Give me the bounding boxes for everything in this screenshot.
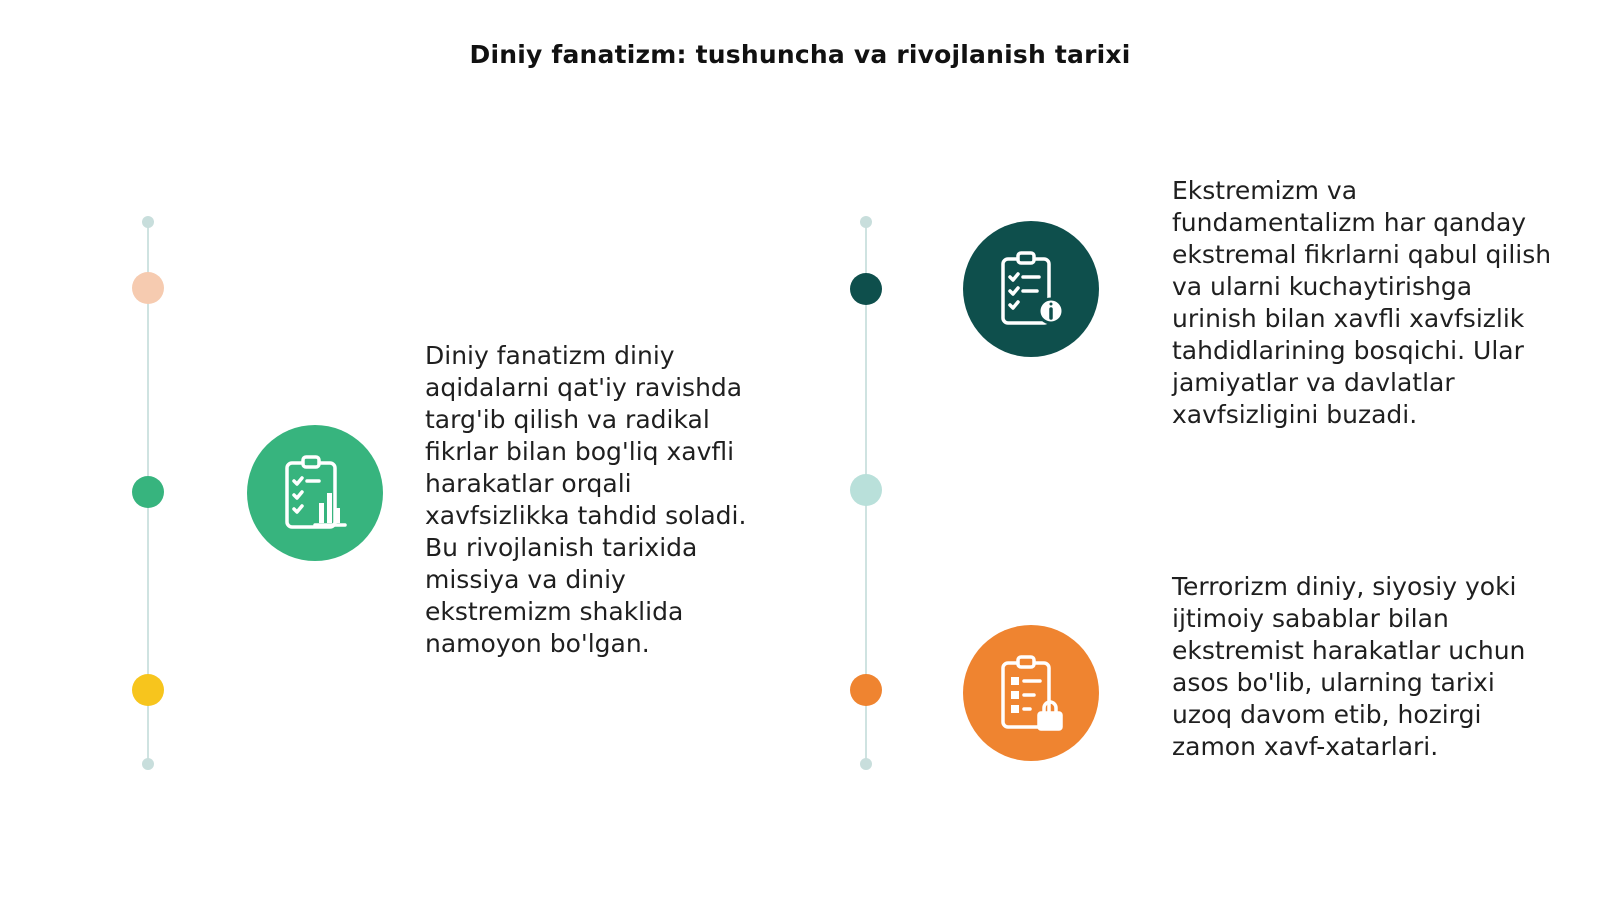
right-timeline-dot-orange bbox=[850, 674, 882, 706]
left-timeline-top-cap bbox=[142, 216, 154, 228]
clipboard-lock-icon bbox=[963, 625, 1099, 761]
right-timeline-bottom-cap bbox=[860, 758, 872, 770]
clipboard-chart-icon bbox=[247, 425, 383, 561]
right-timeline-dot-light-teal bbox=[850, 474, 882, 506]
item-2-text: Ekstremizm va fundamentalizm har qanday ekstremal fikrlarni qabul qilish va ularni kuchaytirishga urinish bilan xavfli xavfsizlik tahdidlarining bosqichi. Ular jamiyatlar va davlatlar xavfsizligini buzadi. bbox=[1172, 176, 1552, 429]
left-timeline-bottom-cap bbox=[142, 758, 154, 770]
page-title: Diniy fanatizm: tushuncha va rivojlanish tarixi bbox=[469, 40, 1131, 69]
clipboard-info-icon bbox=[963, 221, 1099, 357]
item-1-text: Diniy fanatizm diniy aqidalarni qat'iy ravishda targ'ib qilish va radikal fikrlar bilan bog'liq xavfli harakatlar orqali xavfsizlikka tahdid soladi. Bu rivojlanish tarixida missiya va diniy ekstremizm shaklida namoyon bo'lgan. bbox=[425, 341, 747, 658]
left-timeline-dot-peach bbox=[132, 272, 164, 304]
right-timeline-top-cap bbox=[860, 216, 872, 228]
left-timeline-dot-green bbox=[132, 476, 164, 508]
item-3-text: Terrorizm diniy, siyosiy yoki ijtimoiy sabablar bilan ekstremist harakatlar uchun asos bo'lib, ularning tarixi uzoq davom etib, hozirgi zamon xavf-xatarlari. bbox=[1172, 572, 1526, 761]
right-timeline-dot-dark-teal bbox=[850, 273, 882, 305]
left-timeline-dot-yellow bbox=[132, 674, 164, 706]
